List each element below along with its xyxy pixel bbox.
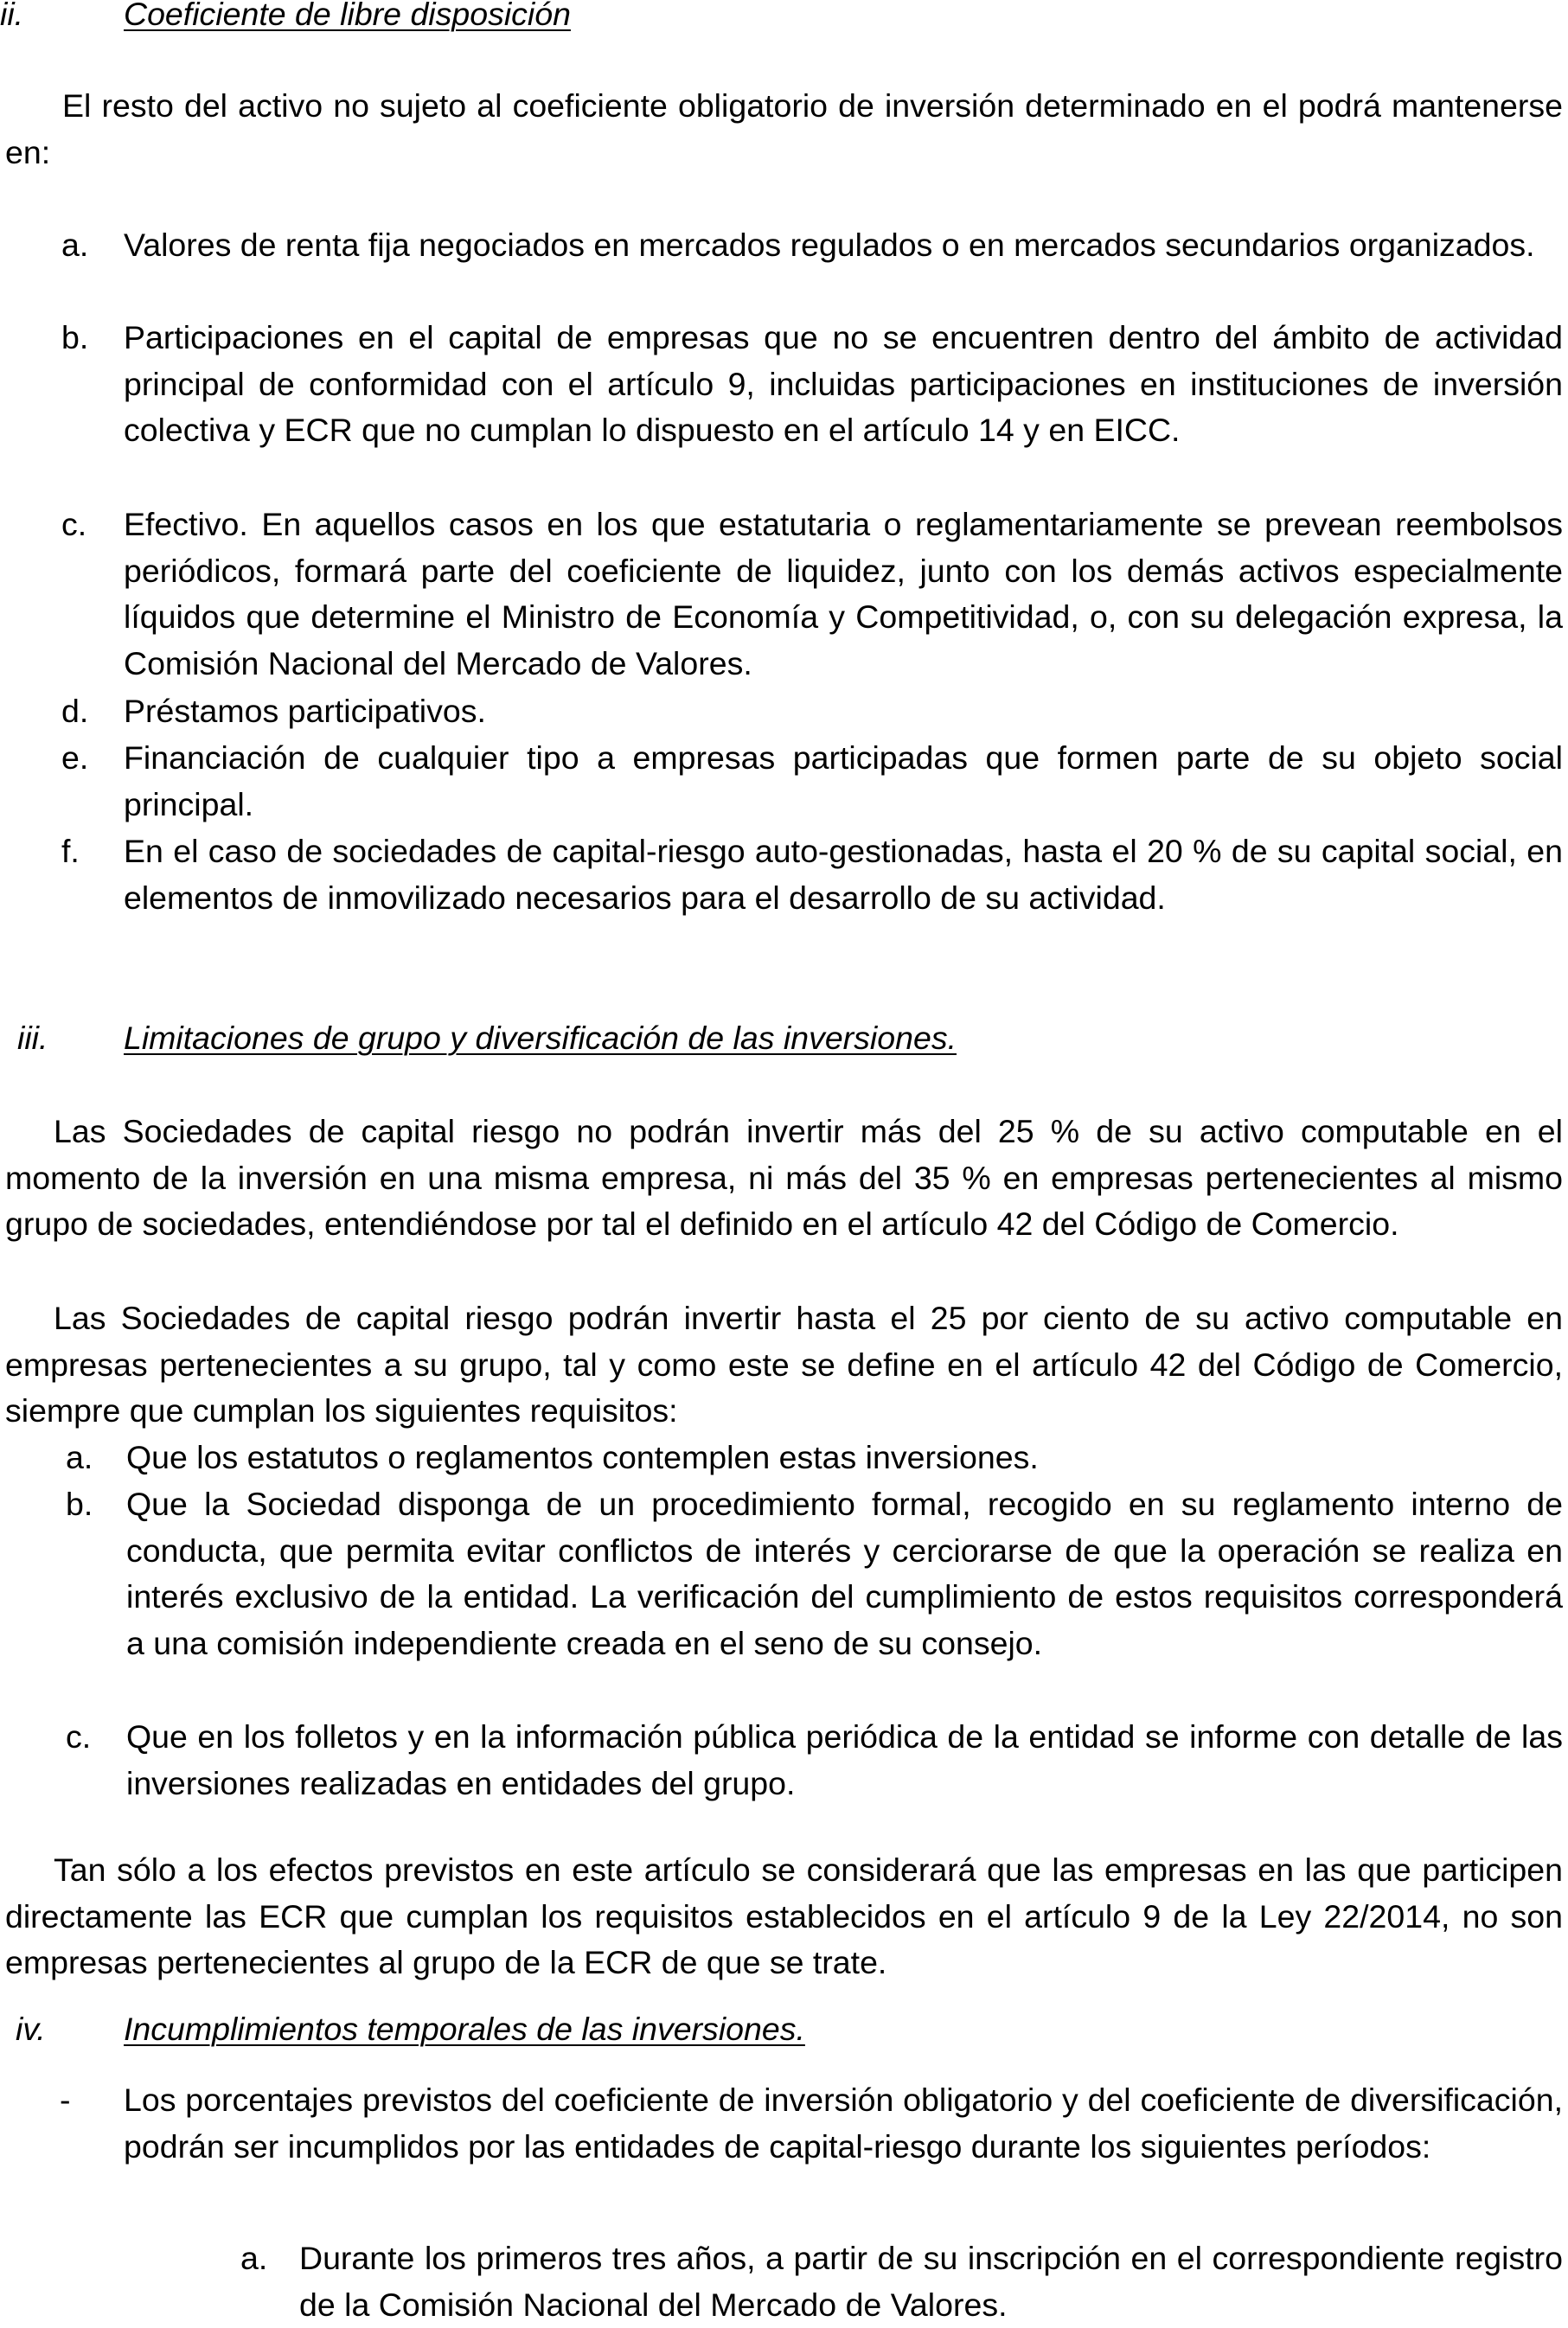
- section-iii-paragraph-3: Tan sólo a los efectos previstos en este artículo se considerará que las empresas en las que participen directamente las ECR que cumplan los requisitos establecidos en el artículo 9 de la Ley 22/2014, no son empresas pertenecientes al grupo de la ECR de que se trate.: [5, 1852, 1563, 1980]
- list-marker: c.: [61, 506, 87, 542]
- section-iii-title: Limitaciones de grupo y diversificación de las inversiones.: [124, 1020, 957, 1056]
- sub-list-marker: a.: [240, 2240, 268, 2276]
- dash-marker: -: [60, 2082, 71, 2118]
- section-ii-number: ii.: [0, 0, 24, 32]
- section-iii-number: iii.: [17, 1020, 48, 1056]
- list-item-text: Préstamos participativos.: [124, 693, 486, 729]
- list-item: [61, 315, 1563, 454]
- sub-list-item: [240, 2235, 1563, 2328]
- dash-list-item-text: Los porcentajes previstos del coeficiente de inversión obligatorio y del coeficiente de diversificación, podrán ser incumplidos por las entidades de capital-riesgo durante los siguientes períodos:: [124, 2082, 1563, 2165]
- list-marker: e.: [61, 739, 89, 776]
- list-item-text: Que la Sociedad disponga de un procedimiento formal, recogido en su reglamento interno de conducta, que permita evitar conflictos de interés y cerciorarse de que la operación se realiza en interés exclusivo de la entidad. La verificación del cumplimiento de estos requisitos corresponderá a una comisión independiente creada en el seno de su consejo.: [126, 1486, 1563, 1661]
- list-item-text: Que en los folletos y en la información pública periódica de la entidad se informe con detalle de las inversiones realizadas en entidades del grupo.: [126, 1718, 1563, 1801]
- section-iii-paragraph-1: Las Sociedades de capital riesgo no podrán invertir más del 25 % de su activo computable en el momento de la inversión en una misma empresa, ni más del 35 % en empresas pertenecientes al mismo grupo de sociedades, entendiéndose por tal el definido en el artículo 42 del Código de Comercio.: [5, 1113, 1563, 1242]
- list-item-text: Financiación de cualquier tipo a empresas participadas que formen parte de su objeto social principal.: [124, 739, 1563, 822]
- list-marker: b.: [61, 319, 89, 355]
- section-ii-intro: El resto del activo no sujeto al coeficiente obligatorio de inversión determinado en el podrá mantenerse en:: [5, 87, 1563, 170]
- section-ii-title: Coeficiente de libre disposición: [124, 0, 571, 32]
- list-marker: a.: [61, 227, 89, 263]
- list-item: [61, 502, 1563, 687]
- list-marker: a.: [66, 1439, 93, 1475]
- section-iv-number: iv.: [16, 2011, 46, 2047]
- list-item-text: Que los estatutos o reglamentos contemplen estas inversiones.: [126, 1439, 1039, 1475]
- list-item: [66, 1435, 1563, 1481]
- list-item-text: Participaciones en el capital de empresas que no se encuentren dentro del ámbito de actividad principal de conformidad con el artículo 9, incluidas participaciones en instituciones de inversión colectiva y ECR que no cumplan lo dispuesto en el artículo 14 y en EICC.: [124, 319, 1563, 448]
- sub-list-item-text: Durante los primeros tres años, a partir de su inscripción en el correspondiente registro de la Comisión Nacional del Mercado de Valores.: [299, 2240, 1563, 2323]
- list-item: [61, 688, 1563, 735]
- list-item: [61, 828, 1563, 921]
- list-marker: b.: [66, 1486, 93, 1522]
- list-marker: d.: [61, 693, 89, 729]
- list-item-text: Valores de renta fija negociados en mercados regulados o en mercados secundarios organizados.: [124, 227, 1535, 263]
- list-item: [61, 735, 1563, 828]
- list-marker: c.: [66, 1718, 92, 1755]
- list-marker: f.: [61, 833, 80, 869]
- list-item-text: Efectivo. En aquellos casos en los que estatutaria o reglamentariamente se prevean reembolsos periódicos, formará parte del coeficiente de liquidez, junto con los demás activos especialmente líquidos que determine el Ministro de Economía y Competitividad, o, con su delegación expresa, la Comisión Nacional del Mercado de Valores.: [124, 506, 1563, 681]
- section-iii-paragraph-2: Las Sociedades de capital riesgo podrán invertir hasta el 25 por ciento de su activo computable en empresas pertenecientes a su grupo, tal y como este se define en el artículo 42 del Código de Comercio, siempre que cumplan los siguientes requisitos:: [5, 1300, 1563, 1429]
- list-item-text: En el caso de sociedades de capital-riesgo auto-gestionadas, hasta el 20 % de su capital social, en elementos de inmovilizado necesarios para el desarrollo de su actividad.: [124, 833, 1563, 916]
- list-item: [66, 1714, 1563, 1807]
- section-iv-title: Incumplimientos temporales de las inversiones.: [124, 2011, 805, 2047]
- list-item: [66, 1481, 1563, 1666]
- list-item: [61, 222, 1563, 269]
- dash-list-item: [60, 2077, 1563, 2170]
